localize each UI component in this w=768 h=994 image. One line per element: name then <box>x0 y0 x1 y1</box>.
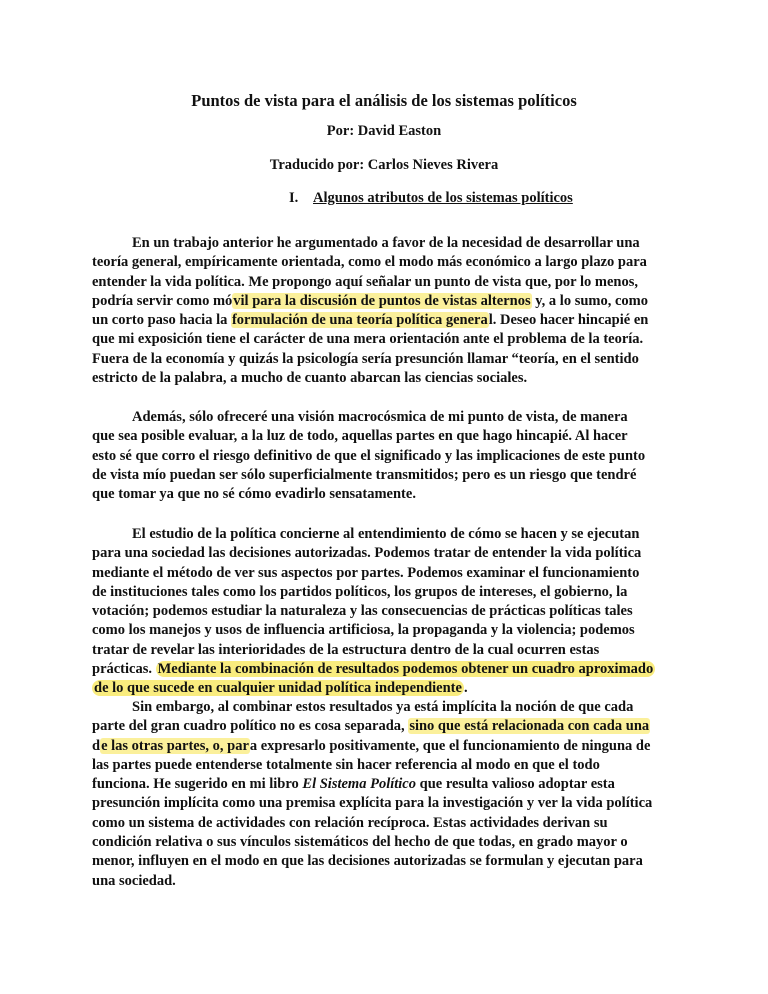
highlighted-text: sino que está relacionada con cada una <box>409 718 650 735</box>
highlighted-text: e las otras partes, o, par <box>101 737 249 754</box>
paragraph-3 <box>92 525 682 699</box>
text-line: que mi exposición tiene el carácter de una mera orientación ante el problema de la teoría. <box>92 331 644 348</box>
text-line: mediante el método de ver sus aspectos por partes. Podemos examinar el funcionamiento <box>92 564 640 581</box>
document-title: Puntos de vista para el análisis de los sistemas políticos <box>191 91 577 110</box>
text-line: estricto de la palabra, a mucho de cuanto abarcan las ciencias sociales. <box>92 370 528 387</box>
paragraph-1 <box>92 234 682 388</box>
highlighted-text: de lo que sucede en cualquier unidad política independiente <box>94 680 462 697</box>
text-segment: funciona. He sugerido en mi libro <box>92 776 303 793</box>
text-line <box>92 311 682 330</box>
text-line: condición relativa o sus vínculos sistemáticos del hecho de que todas, en grado mayor o <box>92 834 628 851</box>
text-segment: que resulta valioso adoptar esta <box>416 776 615 793</box>
text-line: como un sistema de actividades con relación recíproca. Estas actividades derivan su <box>92 814 608 831</box>
text-line: teoría general, empíricamente orientada, como el modo más económico a largo plazo para <box>92 254 647 271</box>
text-segment: d <box>92 737 101 754</box>
text-line: las partes puede entenderse totalmente sin hacer referencia al modo en que el todo <box>92 756 600 773</box>
text-line: menor, influyen en el modo en que las decisiones autorizadas se formulan y ejecutan para <box>92 853 643 870</box>
text-line: votación; podemos estudiar la naturaleza y las consecuencias de prácticas políticas tales <box>92 603 633 620</box>
text-segment: prácticas. <box>92 661 156 678</box>
text-line: Además, sólo ofreceré una visión macrocósmica de mi punto de vista, de manera <box>132 409 628 425</box>
paragraph-2 <box>92 408 682 504</box>
text-line <box>92 737 682 756</box>
text-line <box>92 292 682 311</box>
text-line: esto sé que corro el riesgo definitivo de que el significado y las implicaciones de este punto <box>92 447 646 464</box>
section-number: I. <box>289 190 299 206</box>
text-line <box>92 679 682 698</box>
text-segment: a expresarlo positivamente, que el funcionamiento de ninguna de <box>249 737 651 754</box>
text-segment: . <box>463 680 468 697</box>
text-line: Fuera de la economía y quizás la psicología sería presunción llamar “teoría, en el sentido <box>92 350 639 367</box>
text-line: tratar de revelar las interioridades de la estructura dentro de la cual ocurren estas <box>92 641 600 658</box>
text-line: de instituciones tales como los partidos políticos, los grupos de intereses, el gobierno, la <box>92 583 628 600</box>
translator-line: Traducido por: Carlos Nieves Rivera <box>269 157 499 173</box>
author-line: Por: David Easton <box>326 123 442 139</box>
text-segment: Sin embargo, al combinar estos resultados ya está implícita la noción de que cada <box>132 699 634 715</box>
text-line: El estudio de la política concierne al entendimiento de cómo se hacen y se ejecutan <box>132 526 640 542</box>
text-line: de vista mío puedan ser sólo superficialmente transmitidos; pero es un riesgo que tendré <box>92 466 637 483</box>
text-segment: podría servir como mó <box>92 292 233 309</box>
text-line: como los manejos y usos de influencia artificiosa, la propaganda y la violencia; podemos <box>92 622 635 639</box>
text-segment: un corto paso hacia la <box>92 312 231 329</box>
text-line <box>92 775 682 794</box>
text-line: para una sociedad las decisiones autorizadas. Podemos tratar de entender la vida política <box>92 545 642 562</box>
text-line <box>92 717 682 736</box>
text-line: que tomar ya que no sé cómo evadirlo sensatamente. <box>92 486 416 503</box>
paragraph-4 <box>92 698 682 891</box>
text-line: que sea posible evaluar, a la luz de todo, aquellas partes en que hago hincapié. Al hacer <box>92 428 628 445</box>
section-title: Algunos atributos de los sistemas políticos <box>313 190 573 206</box>
text-segment: parte del gran cuadro político no es cosa separada, <box>92 718 409 735</box>
text-line: En un trabajo anterior he argumentado a favor de la necesidad de desarrollar una <box>132 235 640 251</box>
highlighted-text: formulación de una teoría política genera <box>231 312 488 329</box>
highlighted-text: Mediante la combinación de resultados podemos obtener un cuadro aproximado <box>157 661 654 678</box>
text-segment: y, a lo sumo, como <box>531 292 648 309</box>
highlighted-text: vil para la discusión de puntos de vistas alternos <box>233 292 531 309</box>
text-line: una sociedad. <box>92 872 176 889</box>
section-heading <box>289 190 573 207</box>
text-line <box>92 660 682 679</box>
text-line <box>92 698 682 717</box>
text-line: presunción implícita como una premisa explícita para la investigación y ver la vida política <box>92 795 653 812</box>
book-title: El Sistema Político <box>302 776 416 793</box>
text-segment: l. Deseo hacer hincapié en <box>488 312 649 329</box>
text-line: entender la vida política. Me propongo aquí señalar un punto de vista que, por lo menos, <box>92 273 638 290</box>
